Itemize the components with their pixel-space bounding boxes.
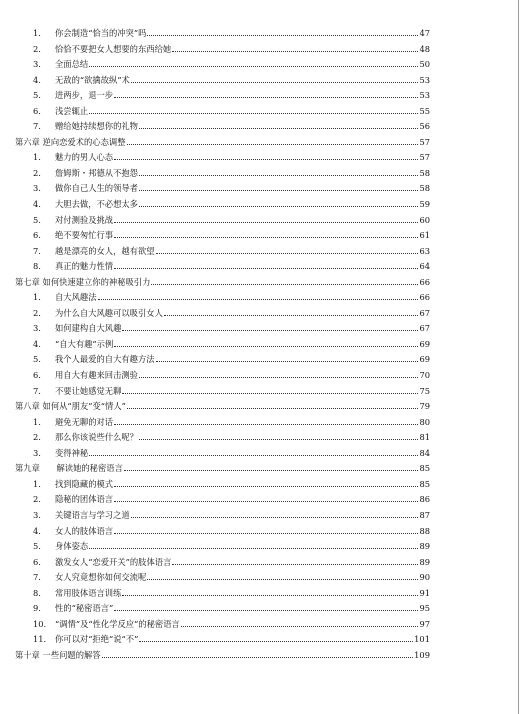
toc-item-row[interactable]	[15, 617, 430, 633]
toc-dot-leader	[147, 35, 418, 36]
toc-page-number: 87	[419, 509, 430, 520]
toc-dot-leader	[139, 377, 418, 378]
toc-item-title: 无敌的“欲擒故纵”术	[55, 74, 130, 85]
toc-item-title: 全面总结	[55, 59, 89, 70]
toc-item-title: 女人究竟想你如何交流呢	[55, 572, 147, 583]
toc-item-title: 越是漂亮的女人，越有欲望	[55, 245, 155, 256]
toc-page-number: 86	[419, 494, 430, 505]
toc-item-number: 11.	[33, 634, 47, 645]
toc-page-number: 84	[419, 447, 430, 458]
toc-item-number: 2.	[33, 43, 41, 54]
toc-dot-leader	[114, 424, 418, 425]
toc-item-title: “自大有趣”示例	[55, 338, 114, 349]
toc-dot-leader	[139, 206, 418, 207]
toc-item-title: 隐秘的团体语言	[55, 494, 114, 505]
toc-page-number: 66	[419, 292, 430, 303]
toc-dot-leader	[114, 97, 418, 98]
toc-item-number: 7.	[33, 385, 41, 396]
toc-page-number: 69	[419, 338, 430, 349]
toc-dot-leader	[114, 533, 418, 534]
toc-item-number: 4.	[33, 74, 41, 85]
toc-page-number: 59	[419, 199, 430, 210]
toc-item-row[interactable]	[15, 104, 430, 120]
toc-item-title: 赠给她持续想你的礼物	[55, 121, 138, 132]
toc-item-row[interactable]	[15, 228, 430, 244]
toc-page-number: 56	[419, 121, 430, 132]
toc-page-number: 90	[419, 572, 430, 583]
toc-item-title: 浅尝辄止	[55, 105, 89, 116]
toc-item-title: 詹姆斯・邦德从不抱怨	[55, 167, 138, 178]
toc-chapter-title: 第九章 解读她的秘密语言	[15, 463, 123, 474]
toc-item-number: 5.	[33, 354, 41, 365]
toc-item-title: 激发女人“恋爱开关”的肢体语言	[55, 556, 172, 567]
toc-item-row[interactable]	[15, 555, 430, 571]
toc-page-number: 101	[414, 634, 430, 645]
toc-item-row[interactable]	[15, 244, 430, 260]
toc-chapter-row[interactable]	[15, 399, 430, 415]
toc-item-row[interactable]	[15, 384, 430, 400]
toc-item-row[interactable]	[15, 477, 430, 493]
toc-item-row[interactable]	[15, 88, 430, 104]
toc-dot-leader	[122, 595, 418, 596]
toc-item-title: 魅力的男人心态	[55, 152, 114, 163]
toc-item-row[interactable]	[15, 119, 430, 135]
toc-item-title: 自大风趣法	[55, 292, 97, 303]
toc-dot-leader	[164, 315, 419, 316]
toc-page-number: 58	[419, 167, 430, 178]
toc-item-row[interactable]	[15, 73, 430, 89]
toc-dot-leader	[114, 237, 418, 238]
toc-item-row[interactable]	[15, 150, 430, 166]
toc-chapter-title: 第六章 逆向恋爱术的心态调整	[15, 136, 126, 147]
toc-page-number: 57	[419, 136, 430, 147]
toc-page-number: 50	[419, 59, 430, 70]
toc-item-row[interactable]	[15, 368, 430, 384]
toc-page-number: 48	[419, 43, 430, 54]
toc-item-title: 恰恰不要把女人想要的东西给她	[55, 43, 172, 54]
table-of-contents	[15, 26, 430, 663]
toc-item-title: 身体姿态	[55, 541, 89, 552]
toc-dot-leader	[139, 190, 418, 191]
toc-dot-leader	[114, 268, 418, 269]
toc-item-number: 1.	[33, 478, 41, 489]
toc-item-number: 3.	[33, 447, 41, 458]
page-edge-line	[518, 0, 519, 714]
toc-item-row[interactable]	[15, 415, 430, 431]
toc-item-number: 10.	[33, 618, 47, 629]
toc-dot-leader	[89, 113, 418, 114]
toc-page-number: 75	[419, 385, 430, 396]
toc-dot-leader	[151, 284, 418, 285]
toc-item-number: 1.	[33, 292, 41, 303]
toc-item-row[interactable]	[15, 337, 430, 353]
toc-item-title: 那么你该说些什么呢？	[55, 432, 138, 443]
toc-chapter-title: 第八章 如何从“朋友”变“情人”	[15, 401, 126, 412]
toc-item-title: 为什么自大风趣可以吸引女人	[55, 307, 163, 318]
toc-item-number: 5.	[33, 541, 41, 552]
toc-item-row[interactable]	[15, 259, 430, 275]
toc-item-number: 7.	[33, 245, 41, 256]
toc-item-number: 2.	[33, 167, 41, 178]
toc-item-number: 1.	[33, 152, 41, 163]
toc-page-number: 85	[419, 463, 430, 474]
toc-page-number: 89	[419, 556, 430, 567]
toc-page-number: 95	[419, 603, 430, 614]
toc-item-row[interactable]	[15, 492, 430, 508]
toc-item-title: “调情”及“性化学反应”的秘密语言	[55, 618, 180, 629]
toc-item-row[interactable]	[15, 166, 430, 182]
toc-item-number: 5.	[33, 90, 41, 101]
toc-item-row[interactable]	[15, 508, 430, 524]
toc-item-number: 1.	[33, 28, 41, 38]
toc-dot-leader	[131, 517, 419, 518]
toc-dot-leader	[114, 501, 418, 502]
toc-item-title: 真正的魅力性情	[55, 261, 114, 272]
toc-item-number: 4.	[33, 199, 41, 210]
toc-page-number: 67	[419, 307, 430, 318]
toc-item-row[interactable]	[15, 539, 430, 555]
toc-dot-leader	[172, 564, 418, 565]
toc-chapter-title: 第十章 一些问题的解答	[15, 649, 101, 660]
toc-item-row[interactable]	[15, 181, 430, 197]
toc-dot-leader	[89, 548, 418, 549]
toc-dot-leader	[127, 144, 419, 145]
toc-item-title: 避免无聊的对话	[55, 416, 114, 427]
toc-page-number: 66	[419, 276, 430, 287]
toc-item-number: 9.	[33, 603, 41, 614]
toc-dot-leader	[102, 657, 414, 658]
toc-item-title: 你会制造“恰当的冲突”吗	[55, 28, 147, 38]
toc-dot-leader	[114, 159, 418, 160]
toc-page-number: 97	[419, 618, 430, 629]
toc-page-number: 88	[419, 525, 430, 536]
toc-item-number: 7.	[33, 121, 41, 132]
toc-page-number: 79	[419, 401, 430, 412]
toc-dot-leader	[147, 579, 418, 580]
toc-page-number: 67	[419, 323, 430, 334]
toc-item-number: 6.	[33, 230, 41, 241]
toc-dot-leader	[124, 470, 419, 471]
toc-page-number: 89	[419, 541, 430, 552]
toc-item-number: 8.	[33, 587, 41, 598]
toc-item-row[interactable]	[15, 197, 430, 213]
toc-item-title: 关键语言与学习之道	[55, 509, 130, 520]
toc-page-number: 63	[419, 245, 430, 256]
toc-page-number: 58	[419, 183, 430, 194]
toc-dot-leader	[114, 222, 418, 223]
toc-item-number: 3.	[33, 323, 41, 334]
toc-item-number: 7.	[33, 572, 41, 583]
toc-chapter-row[interactable]	[15, 275, 430, 291]
toc-item-title: 对付测验及挑战	[55, 214, 114, 225]
toc-item-number: 6.	[33, 370, 41, 381]
toc-item-title: 大胆去做，不必想太多	[55, 199, 138, 210]
toc-chapter-row[interactable]	[15, 135, 430, 151]
toc-dot-leader	[156, 361, 419, 362]
toc-item-number: 4.	[33, 338, 41, 349]
toc-item-row[interactable]	[15, 446, 430, 462]
toc-item-row[interactable]	[15, 352, 430, 368]
toc-item-row[interactable]	[15, 290, 430, 306]
toc-page-number: 53	[419, 74, 430, 85]
toc-item-title: 进两步，退一步	[55, 90, 114, 101]
toc-page-number: 61	[419, 230, 430, 241]
toc-item-number: 2.	[33, 494, 41, 505]
toc-chapter-row[interactable]	[15, 648, 430, 664]
toc-item-row[interactable]	[15, 26, 430, 42]
toc-item-row[interactable]	[15, 42, 430, 58]
toc-dot-leader	[181, 626, 419, 627]
toc-dot-leader	[89, 66, 418, 67]
toc-page-number: 85	[419, 478, 430, 489]
toc-item-number: 1.	[33, 416, 41, 427]
toc-item-row[interactable]	[15, 524, 430, 540]
toc-dot-leader	[114, 346, 418, 347]
toc-item-title: 变得神秘	[55, 447, 89, 458]
toc-dot-leader	[131, 82, 419, 83]
toc-dot-leader	[122, 330, 418, 331]
toc-item-title: 女人的肢体语言	[55, 525, 114, 536]
toc-item-number: 2.	[33, 307, 41, 318]
toc-dot-leader	[89, 455, 418, 456]
toc-page-number: 64	[419, 261, 430, 272]
toc-item-number: 6.	[33, 556, 41, 567]
toc-item-title: 你可以对“拒绝”说“不”	[55, 634, 139, 645]
toc-item-title: 如何建构自大风趣	[55, 323, 122, 334]
toc-item-title: 做你自己人生的领导者	[55, 183, 138, 194]
toc-item-title: 用自大有趣来回击测验	[55, 370, 138, 381]
toc-dot-leader	[114, 610, 418, 611]
toc-item-number: 3.	[33, 183, 41, 194]
toc-item-row[interactable]	[15, 57, 430, 73]
toc-item-title: 常用肢体语言训练	[55, 587, 122, 598]
toc-dot-leader	[127, 408, 419, 409]
toc-item-number: 4.	[33, 525, 41, 536]
toc-item-number: 8.	[33, 261, 41, 272]
toc-page-number: 53	[419, 90, 430, 101]
toc-item-title: 找到隐藏的模式	[55, 478, 114, 489]
toc-page-number: 81	[419, 432, 430, 443]
toc-page-number: 57	[419, 152, 430, 163]
toc-chapter-title: 第七章 如何快速建立你的神秘吸引力	[15, 276, 151, 287]
toc-page-number: 55	[419, 105, 430, 116]
toc-item-row[interactable]	[15, 601, 430, 617]
toc-item-title: 绝不要匆忙行事	[55, 230, 114, 241]
toc-dot-leader	[139, 175, 418, 176]
toc-item-title: 性的“秘密语言”	[55, 603, 114, 614]
toc-item-row[interactable]	[15, 321, 430, 337]
toc-dot-leader	[156, 253, 419, 254]
toc-item-number: 3.	[33, 59, 41, 70]
toc-item-row[interactable]	[15, 213, 430, 229]
toc-dot-leader	[98, 299, 419, 300]
toc-item-row[interactable]	[15, 586, 430, 602]
toc-item-row[interactable]	[15, 430, 430, 446]
toc-item-row[interactable]	[15, 570, 430, 586]
toc-page-number: 91	[419, 587, 430, 598]
toc-page-number: 47	[419, 28, 430, 38]
toc-item-number: 2.	[33, 432, 41, 443]
toc-page-number: 60	[419, 214, 430, 225]
toc-dot-leader	[139, 641, 413, 642]
toc-page-number: 80	[419, 416, 430, 427]
toc-page-number: 109	[414, 649, 430, 660]
toc-dot-leader	[122, 393, 418, 394]
toc-dot-leader	[172, 51, 418, 52]
toc-item-row[interactable]	[15, 632, 430, 648]
toc-item-number: 6.	[33, 105, 41, 116]
toc-item-number: 3.	[33, 509, 41, 520]
toc-item-title: 我个人最爱的自大有趣方法	[55, 354, 155, 365]
toc-item-number: 5.	[33, 214, 41, 225]
toc-dot-leader	[139, 439, 418, 440]
toc-dot-leader	[114, 486, 418, 487]
toc-page-number: 70	[419, 370, 430, 381]
toc-dot-leader	[139, 128, 418, 129]
toc-item-row[interactable]	[15, 306, 430, 322]
toc-item-title: 不要让她感觉无聊	[55, 385, 122, 396]
toc-chapter-row[interactable]	[15, 461, 430, 477]
toc-page-number: 69	[419, 354, 430, 365]
